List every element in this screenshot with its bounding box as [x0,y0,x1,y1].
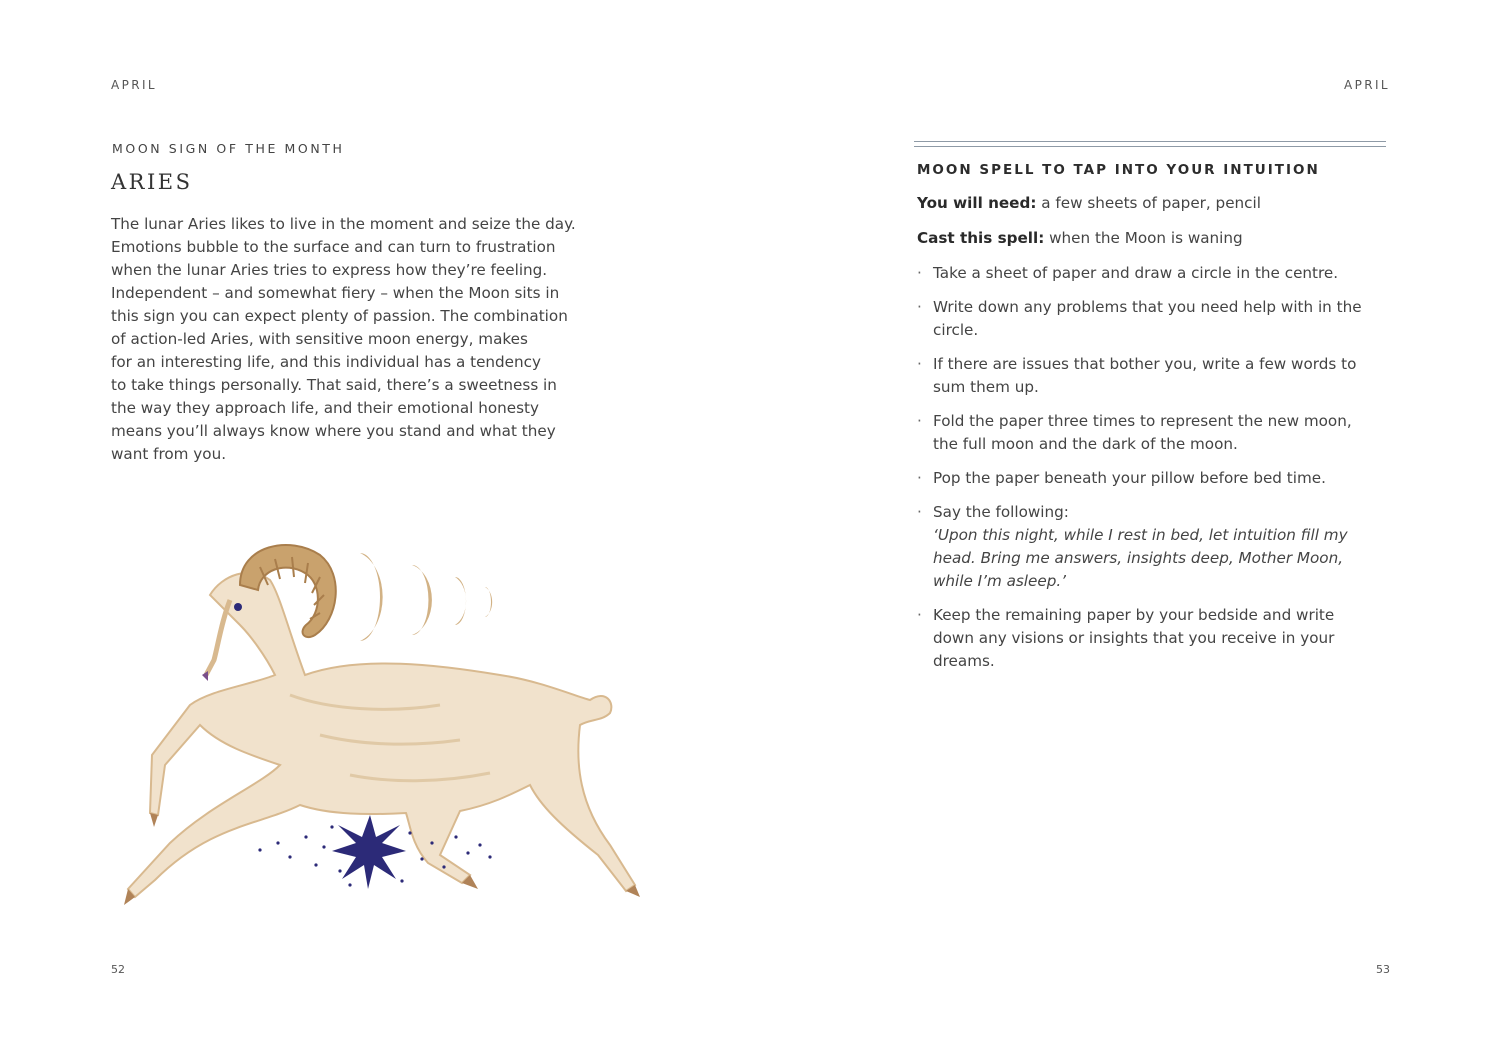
needs-line [917,192,1367,215]
spell-step: · Fold the paper three times to represent the new moon, the full moon and the dark of the moon. [917,410,1367,456]
incantation: ‘Upon this night, while I rest in bed, let intuition fill my head. Bring me answers, insights deep, Mother Moon, while I’m asleep.’ [933,526,1348,590]
spell-step: · Say the following: ‘Upon this night, while I rest in bed, let intuition fill my head. Bring me answers, insights deep, Mother Moon, while I’m asleep.’ [917,501,1367,593]
intro-line: for an interesting life, and this individual has a tendency [111,353,541,371]
aries-ram-illustration [110,525,670,925]
intro-line: when the lunar Aries tries to express how they’re feeling. [111,261,548,279]
spell-body [917,192,1367,684]
section-kicker: MOON SIGN OF THE MONTH [112,141,345,156]
right-page [750,0,1500,1042]
spell-step: · Pop the paper beneath your pillow before bed time. [917,467,1367,490]
needs-value: a few sheets of paper, pencil [1036,194,1261,212]
running-head: APRIL [111,78,158,92]
intro-line: of action-led Aries, with sensitive moon energy, makes [111,330,528,348]
intro-line: want from you. [111,445,227,463]
intro-line: Independent – and somewhat fiery – when the Moon sits in [111,284,560,302]
spell-title: MOON SPELL TO TAP INTO YOUR INTUITION [917,162,1320,178]
divider [914,141,1386,142]
cast-line [917,227,1367,250]
cast-value: when the Moon is waning [1044,229,1243,247]
spell-step: · Keep the remaining paper by your bedside and write down any visions or insights that you receive in your dreams. [917,604,1367,673]
intro-line: this sign you can expect plenty of passion. The combination [111,307,568,325]
sign-title: ARIES [111,170,193,194]
page-number: 52 [111,963,125,976]
intro-line: The lunar Aries likes to live in the moment and seize the day. [111,215,576,233]
spell-steps [917,262,1367,673]
intro-line: to take things personally. That said, there’s a sweetness in [111,376,557,394]
intro-paragraph [111,213,581,466]
needs-label: You will need: [917,194,1037,212]
page-number: 53 [1376,963,1390,976]
spell-step: · If there are issues that bother you, write a few words to sum them up. [917,353,1367,399]
spell-step: · Take a sheet of paper and draw a circle in the centre. [917,262,1367,285]
intro-line: Emotions bubble to the surface and can turn to frustration [111,238,556,256]
divider [914,146,1386,147]
moon-phases-icon [360,553,492,641]
intro-line: the way they approach life, and their emotional honesty [111,399,539,417]
cast-label: Cast this spell: [917,229,1045,247]
spell-step: · Write down any problems that you need help with in the circle. [917,296,1367,342]
intro-line: means you’ll always know where you stand and what they [111,422,556,440]
running-head: APRIL [1343,78,1390,92]
